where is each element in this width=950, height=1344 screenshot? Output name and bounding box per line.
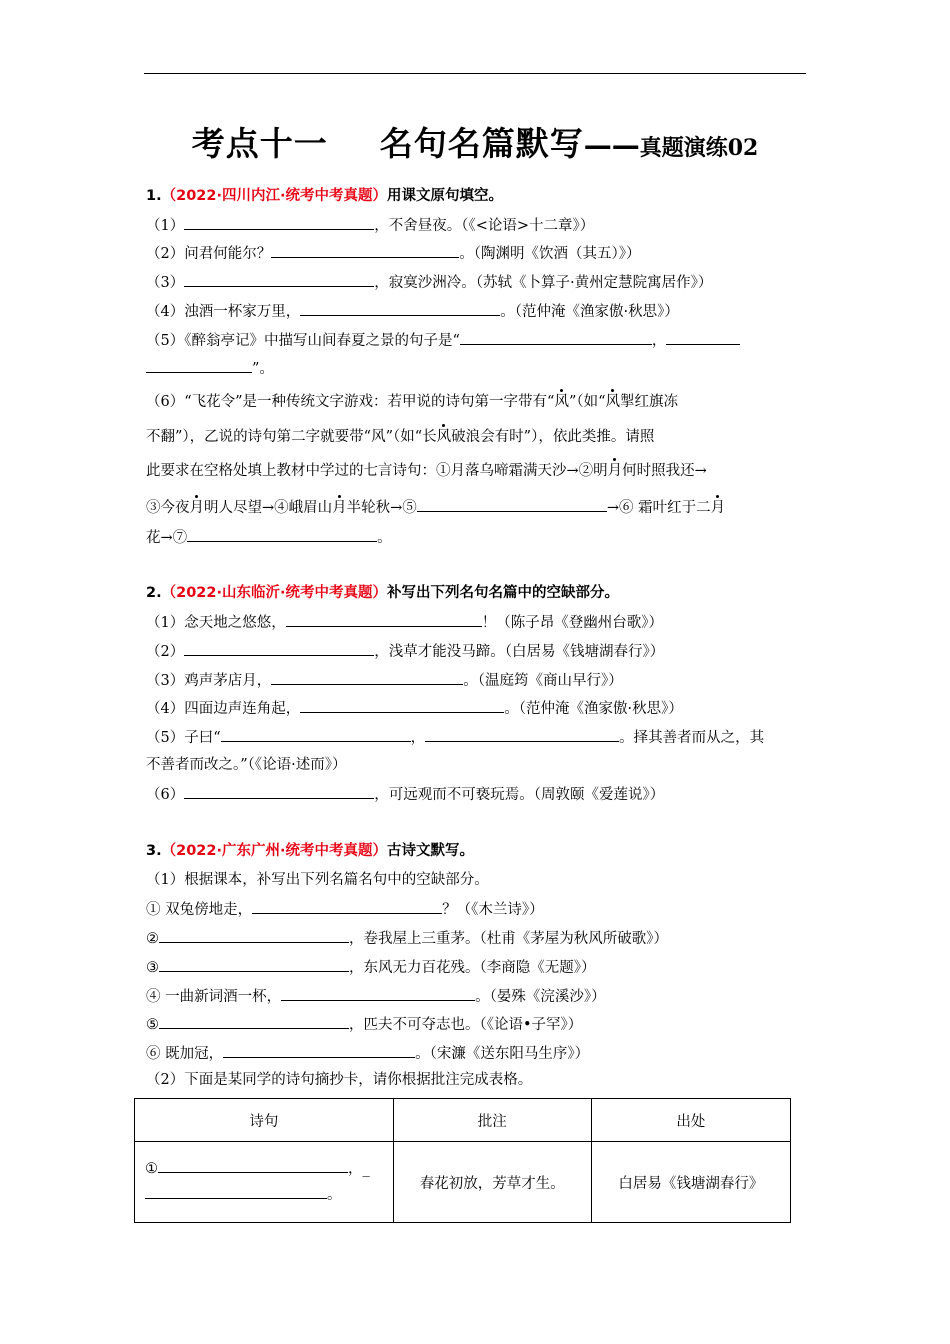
- q1-item-4: （4）浊酒一杯家万里， 。（范仲淹《渔家傲·秋思》）: [146, 300, 679, 322]
- q3-sub1: （1）根据课本，补写出下列名篇名句中的空缺部分。: [146, 872, 489, 888]
- poem-card-table: [134, 1098, 791, 1223]
- q2-item-5: （5）子曰“ ， 。择其善者而从之，其: [146, 726, 764, 748]
- q1-prompt: 用课文原句填空。: [386, 188, 503, 204]
- cell-note: 春花初放，芳草才生。: [393, 1142, 591, 1223]
- q1-item-6-line2: 不翻”），乙说的诗句第二字就要带“风”（如“长风破浪会有时”），依此类推。请照: [146, 429, 655, 445]
- q1-item-6-line4: ③今夜月明人尽望→④峨眉山月半轮秋→⑤ →⑥ 霜叶红于二月: [146, 496, 725, 518]
- q1-heading: [146, 186, 503, 206]
- answer-blank[interactable]: [184, 214, 374, 230]
- answer-blank[interactable]: [187, 526, 377, 542]
- header-source: 出处: [591, 1099, 790, 1142]
- answer-blank[interactable]: [271, 669, 463, 685]
- answer-blank[interactable]: [252, 898, 442, 914]
- q1-item-6-line3: 此要求在空格处填上教材中学过的七言诗句：①月落乌啼霜满天沙→②明月何时照我还→: [146, 463, 707, 479]
- q2-item-2: （2） ，浅草才能没马蹄。（白居易《钱塘湖春行》）: [146, 640, 664, 662]
- q2-item-6: （6） ，可远观而不可亵玩焉。（周敦颐《爱莲说》）: [146, 783, 664, 805]
- answer-blank[interactable]: [159, 1013, 349, 1029]
- q3-item-1: ① 双兔傍地走， ？（《木兰诗》）: [146, 898, 544, 920]
- answer-blank[interactable]: [146, 357, 252, 373]
- q3-item-5: ⑤ ，匹夫不可夺志也。（《论语•子罕》）: [146, 1013, 582, 1035]
- answer-blank[interactable]: [300, 300, 500, 316]
- q2-source: （2022·山东临沂·统考中考真题）: [161, 585, 387, 601]
- q1-item-2: （2）问君何能尔？ 。（陶渊明《饮酒（其五）》）: [146, 242, 640, 264]
- q2-heading: [146, 583, 619, 603]
- title-topic: 名句名篇默写: [379, 124, 584, 163]
- q1-item-5-cont: ”。: [146, 357, 274, 379]
- cell-source: 白居易《钱塘湖春行》: [591, 1142, 790, 1223]
- answer-blank[interactable]: [286, 611, 482, 627]
- q3-sub2: （2）下面是某同学的诗句摘抄卡，请你根据批注完成表格。: [146, 1072, 533, 1088]
- q2-prompt: 补写出下列名句名篇中的空缺部分。: [386, 585, 619, 601]
- answer-blank[interactable]: [223, 1042, 415, 1058]
- q3-item-2: ② ，卷我屋上三重茅。（杜甫《茅屋为秋风所破歌》）: [146, 927, 668, 949]
- table-row: [135, 1142, 791, 1223]
- title-sub: 真题演练02: [639, 135, 759, 161]
- answer-blank[interactable]: [184, 640, 374, 656]
- title-main: 考点十一: [191, 124, 328, 163]
- q1-source: （2022·四川内江·统考中考真题）: [161, 188, 387, 204]
- answer-blank[interactable]: [281, 985, 475, 1001]
- q2-item-3: （3）鸡声茅店月， 。（温庭筠《商山早行》）: [146, 669, 623, 691]
- answer-blank[interactable]: [145, 1183, 327, 1199]
- answer-blank[interactable]: [666, 329, 740, 345]
- answer-blank[interactable]: [221, 726, 411, 742]
- answer-blank[interactable]: [417, 496, 607, 512]
- answer-blank[interactable]: [300, 697, 504, 713]
- q3-item-6: ⑥ 既加冠， 。（宋濂《送东阳马生序》）: [146, 1042, 589, 1064]
- q3-heading: [146, 841, 474, 861]
- table-header-row: [135, 1099, 791, 1142]
- answer-blank[interactable]: [460, 329, 652, 345]
- title-dash: ——: [583, 129, 640, 162]
- q1-item-6-line5: 花→⑦ 。: [146, 526, 392, 548]
- q2-item-4: （4）四面边声连角起， 。（范仲淹《渔家傲·秋思》）: [146, 697, 683, 719]
- answer-blank[interactable]: [271, 242, 459, 258]
- answer-blank[interactable]: [158, 1157, 348, 1173]
- q1-item-5: （5）《醉翁亭记》中描写山间春夏之景的句子是“ ，: [146, 329, 740, 351]
- q3-number: 3.: [146, 843, 162, 859]
- page-title: [0, 118, 950, 165]
- answer-blank[interactable]: [159, 956, 349, 972]
- header-poem: 诗句: [135, 1099, 394, 1142]
- cell-poem: ① ，_ 。: [135, 1142, 394, 1223]
- q2-number: 2.: [146, 585, 162, 601]
- q1-item-3: （3） ，寂寞沙洲冷。（苏轼《卜算子·黄州定慧院寓居作》）: [146, 271, 712, 293]
- answer-blank[interactable]: [159, 927, 349, 943]
- q2-item-1: （1）念天地之悠悠， ！（陈子昂《登幽州台歌》）: [146, 611, 663, 633]
- header-rule: [144, 73, 806, 74]
- answer-blank[interactable]: [425, 726, 619, 742]
- header-note: 批注: [393, 1099, 591, 1142]
- answer-blank[interactable]: [184, 783, 374, 799]
- q3-item-3: ③ ，东风无力百花残。（李商隐《无题》）: [146, 956, 596, 978]
- q3-source: （2022·广东广州·统考中考真题）: [161, 843, 387, 859]
- q3-prompt: 古诗文默写。: [386, 843, 474, 859]
- q1-number: 1.: [146, 188, 162, 204]
- q3-item-4: ④ 一曲新词酒一杯， 。（晏殊《浣溪沙》）: [146, 985, 606, 1007]
- q1-item-6-line1: （6）“飞花令”是一种传统文字游戏：若甲说的诗句第一字带有“风”（如“风掣红旗冻: [146, 394, 679, 410]
- q2-item-5-cont: 不善者而改之。”（《论语·述而》）: [146, 757, 347, 773]
- answer-blank[interactable]: [184, 271, 374, 287]
- q1-item-1: （1） ，不舍昼夜。（《<论语>十二章》）: [146, 214, 594, 236]
